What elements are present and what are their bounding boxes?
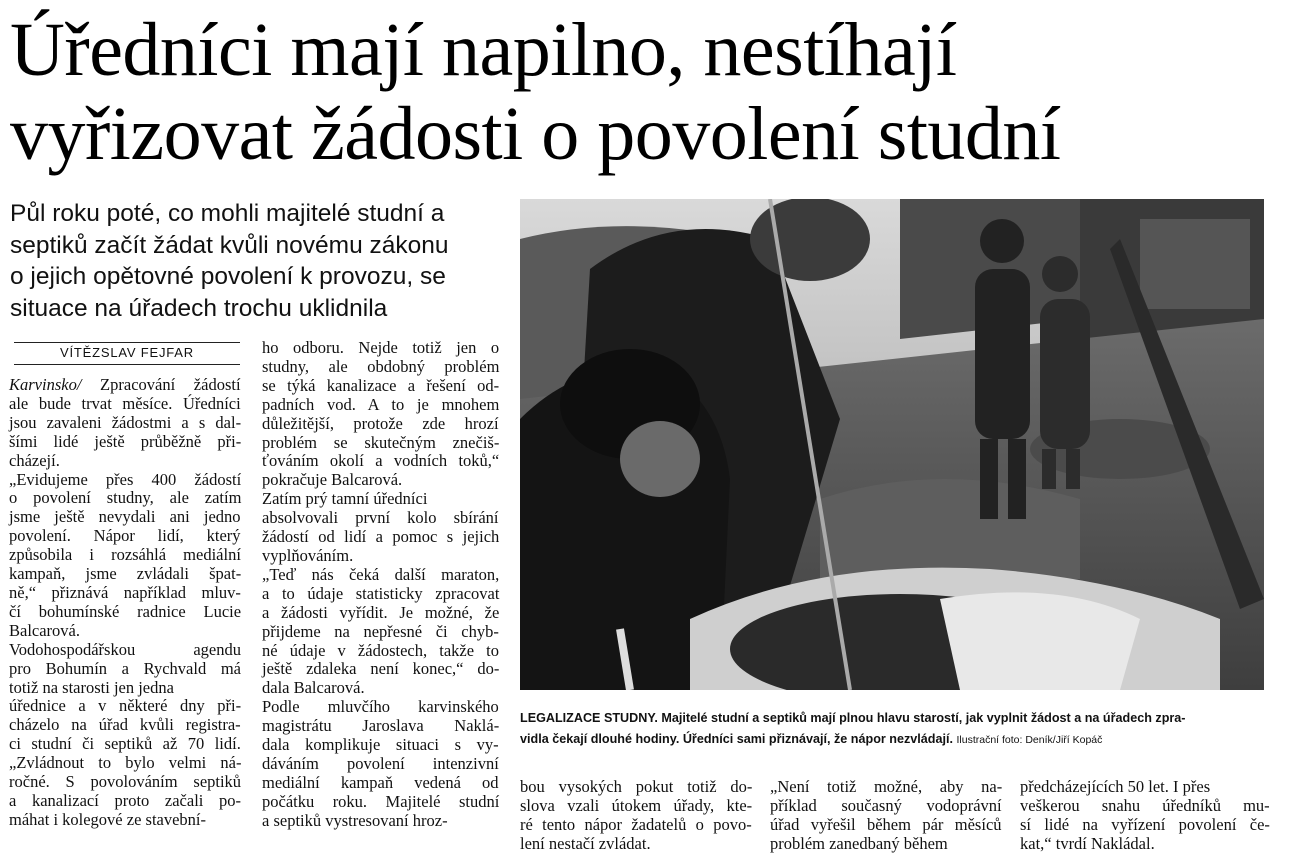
- article-text-line: jsou zavaleni žádostmi a s dal-: [9, 412, 242, 432]
- article-text-line: „Není totiž možné, aby na-: [770, 777, 1003, 796]
- article-text-line: ještě zdaleka není konec,“ do-: [262, 659, 500, 679]
- author-byline: VÍTĚZSLAV FEJFAR: [14, 342, 240, 365]
- article-text-line: předcházejících 50 let. I přes: [1020, 777, 1211, 796]
- article-text-line: kampaň, jsme zvládali špat-: [9, 564, 242, 584]
- lead-paragraph: [10, 198, 515, 324]
- article-text-line: Karvinsko/ Zpracování žádostí: [9, 375, 241, 394]
- article-text-line: a to údaje statisticky zpracovat: [262, 583, 500, 603]
- photo-illustration: [520, 199, 1264, 690]
- article-text-line: cházejí.: [9, 450, 60, 470]
- article-text-line: šími lidé ještě průběžně při-: [9, 431, 242, 451]
- article-text-line: ročné. S povolováním septiků: [9, 772, 242, 792]
- article-text-line: přijdeme na nepřesné či chyb-: [262, 621, 499, 641]
- article-text-line: pokračuje Balcarová.: [262, 470, 403, 490]
- article-column-1: [9, 376, 241, 830]
- article-text-line: a kanalizací proto začali po-: [9, 790, 241, 810]
- article-text-line: „Evidujeme přes 400 žádostí: [9, 469, 242, 489]
- article-text-line: ťováním okolí a vodních toků,“: [262, 451, 500, 471]
- article-text-line: pro Bohumín a Rychvald má: [9, 658, 241, 678]
- article-text-line: úřad vyřešil během pár měsíců: [770, 814, 1002, 834]
- article-text-line: problém zanedbaný během: [770, 833, 948, 853]
- article-text-line: a žádosti vyřídit. Je možné, že: [262, 602, 500, 622]
- caption-text: vidla čekají dlouhé hodiny. Úředníci sami přiznávají, že nápor nezvládají.: [520, 732, 953, 746]
- article-text-line: veškerou snahu úředníků mu-: [1020, 795, 1270, 815]
- article-text-line: úřednice a v některé dny při-: [9, 696, 242, 716]
- article-text-line: žádostí od lidí a pomoc s jejich: [262, 527, 500, 547]
- lead-line: o jejich opětovné povolení k provozu, se: [10, 263, 446, 290]
- headline: [10, 8, 1285, 176]
- article-text-line: důležitější, protože zde hrozí: [262, 413, 499, 433]
- article-text-line: studny, ale obdobný problém: [262, 356, 500, 376]
- article-text-line: povolení. Nápor lidí, který: [9, 526, 241, 546]
- article-text-line: se týká kanalizace a řešení od-: [262, 375, 500, 395]
- article-column-5: [1020, 778, 1270, 854]
- article-text-line: vyplňováním.: [262, 545, 354, 565]
- article-text-line: lení nestačí zvládat.: [520, 833, 651, 853]
- article-text-line: příklad současný vodoprávní: [770, 795, 1002, 815]
- article-text-line: absolvovali první kolo sbírání: [262, 508, 499, 528]
- article-text-line: jsme ještě nevydali ani jedno: [9, 507, 241, 527]
- article-text-line: dala Balcarová.: [262, 678, 365, 698]
- lead-line: Půl roku poté, co mohli majitelé studní a: [10, 200, 445, 227]
- article-text-line: ré tento nápor žadatelů o povo-: [520, 814, 752, 834]
- article-text-line: způsobila i rozsáhlá mediální: [9, 545, 241, 565]
- article-text-line: Podle mluvčího karvinského: [262, 697, 499, 717]
- article-text-line: Vodohospodářskou agendu: [9, 639, 241, 659]
- caption-text: Majitelé studní a septiků mají plnou hlavu starostí, jak vyplnit žádost a na úřadech zpra-: [657, 711, 1186, 725]
- dateline: Karvinsko/: [9, 375, 82, 394]
- lead-line: septiků začít žádat kvůli novému zákonu: [10, 231, 449, 259]
- article-column-2: [262, 339, 499, 831]
- article-text-line: cházelo na úřad kvůli registra-: [9, 715, 241, 735]
- article-column-3: [520, 778, 752, 854]
- article-text-line: a septiků vystresovaní hroz-: [262, 810, 448, 830]
- article-text-line: dáváním povolení intenzivní: [262, 753, 499, 773]
- caption-line-1: [520, 708, 1264, 729]
- article-text-line: „Zvládnout to bylo velmi ná-: [9, 753, 242, 773]
- headline-line-1: Úředníci mají napilno, nestíhají: [10, 8, 957, 92]
- article-text-line: ho odboru. Nejde totiž jen o: [262, 338, 500, 357]
- photo-caption: [520, 708, 1264, 751]
- article-text-line: padních vod. A to je mnohem: [262, 394, 500, 414]
- article-text-line: Balcarová.: [9, 620, 81, 640]
- article-text-line: o povolení studny, ale zatím: [9, 488, 242, 508]
- article-text-line: totiž na starosti jen jedna: [9, 677, 174, 697]
- article-text-line: bou vysokých pokut totiž do-: [520, 777, 753, 796]
- article-text-line: máhat i kolegové ze stavební-: [9, 809, 207, 829]
- article-text-line: problém se skutečným znečiš-: [262, 432, 500, 452]
- caption-headline: LEGALIZACE STUDNY.: [520, 711, 658, 725]
- article-text-line: mediální kampaň vedená od: [262, 772, 499, 792]
- article-text-line: né údaje v žádostech, takže to: [262, 640, 499, 660]
- article-text-line: kat,“ tvrdí Nakládal.: [1020, 833, 1155, 853]
- lead-line: situace na úřadech trochu uklidnila: [10, 294, 388, 322]
- article-text-line: dala komplikuje situaci s vy-: [262, 735, 499, 755]
- article-text-line: ale bude trvat měsíce. Úředníci: [9, 393, 241, 413]
- article-text-line: slova vzali útokem úřady, kte-: [520, 795, 753, 815]
- headline-line-2: vyřizovat žádosti o povolení studní: [10, 92, 1061, 176]
- article-text-line: ci studní či septiků až 70 lidí.: [9, 734, 241, 754]
- news-photo: [520, 199, 1264, 690]
- article-text-line: Zatím prý tamní úředníci: [262, 489, 428, 509]
- article-column-4: [770, 778, 1002, 854]
- article-text-line: sí lidé na vyřízení povolení če-: [1020, 814, 1270, 834]
- article-text-line: „Teď nás čeká další maraton,: [262, 564, 500, 584]
- article-text-line: magistrátu Jaroslava Naklá-: [262, 716, 500, 736]
- article-text-line: počátku roku. Majitelé studní: [262, 791, 500, 811]
- photo-credit: Ilustrační foto: Deník/Jiří Kopáč: [956, 734, 1103, 746]
- article-text-line: ně,“ přiznává například mluv-: [9, 582, 241, 602]
- caption-line-2: [520, 729, 1264, 751]
- article-text-line: čí bohumínské radnice Lucie: [9, 601, 242, 621]
